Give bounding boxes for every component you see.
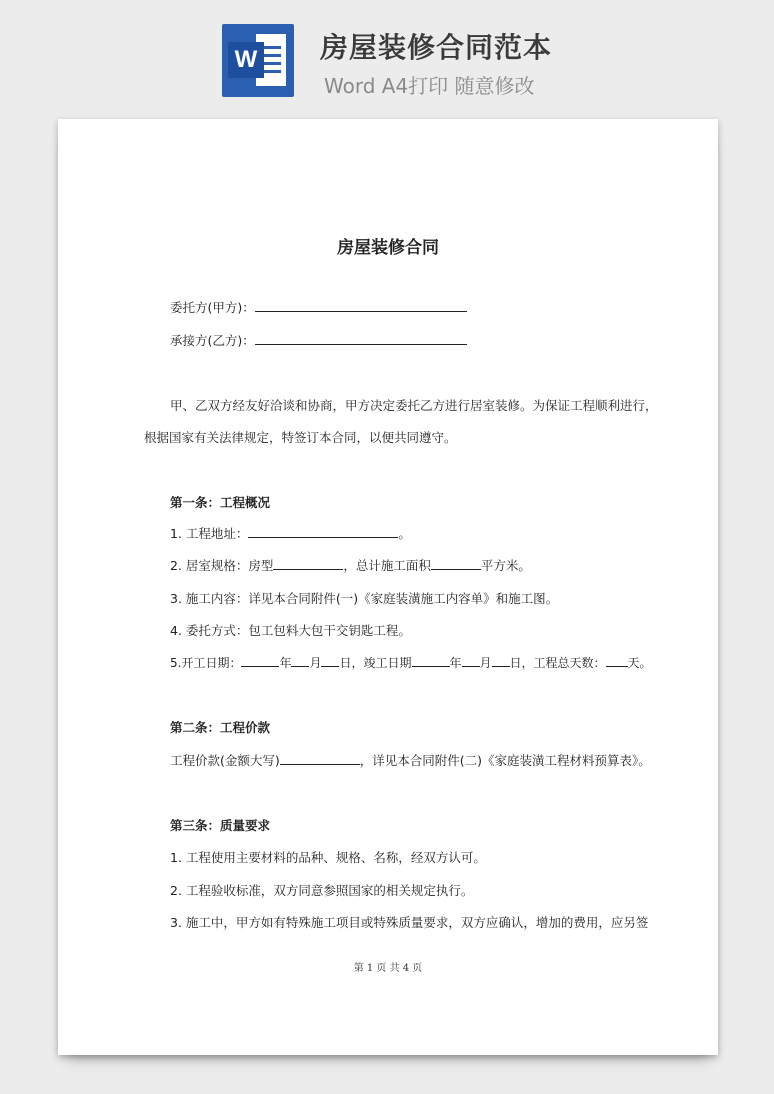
- page-number-footer: 第 1 页 共 4 页: [353, 963, 423, 974]
- article-3-item-1: 1. 工程使用主要材料的品种、规格、名称，经双方认可。: [170, 850, 486, 865]
- total-days-blank: [606, 654, 628, 667]
- article-1-item-2: [170, 556, 531, 574]
- article-2-line: [170, 751, 651, 769]
- month-text: 月: [479, 656, 492, 670]
- price-label: 工程价款(金额大写): [170, 753, 280, 768]
- article-3-item-2: 2. 工程验收标准，双方同意参照国家的相关规定执行。: [170, 883, 474, 898]
- article-1-heading: 第一条：工程概况: [170, 495, 271, 510]
- document-page: [58, 119, 718, 1055]
- banner-title: 房屋装修合同范本: [320, 31, 553, 64]
- end-month-blank: [462, 654, 480, 667]
- start-date-label: 5.开工日期：: [170, 656, 242, 670]
- article-3-item-3: 3. 施工中，甲方如有特殊施工项目或特殊质量要求，双方应确认，增加的费用，应另签: [170, 915, 649, 930]
- area-blank: [431, 557, 481, 570]
- start-month-blank: [291, 654, 309, 667]
- intro-line-2: 根据国家有关法律规定，特签订本合同，以便共同遵守。: [144, 430, 457, 445]
- month-text: 月: [309, 656, 322, 670]
- word-app-icon: [222, 24, 294, 97]
- party-a-label: 委托方(甲方)：: [170, 300, 255, 315]
- end-date-label: 日，竣工日期: [339, 656, 412, 670]
- intro-line-1: 甲、乙双方经友好洽谈和协商，甲方决定委托乙方进行居室装修。为保证工程顺利进行，: [170, 398, 658, 413]
- party-a-blank: [255, 299, 467, 312]
- watermark: [90, 449, 115, 482]
- end-day-blank: [492, 654, 510, 667]
- area-unit: 平方米。: [480, 558, 531, 573]
- article-1-item-5: [170, 654, 652, 671]
- party-b-line: [170, 331, 467, 349]
- address-end: 。: [398, 526, 411, 541]
- room-type-blank: [273, 557, 343, 570]
- party-a-line: [170, 298, 467, 316]
- total-days-label: 日，工程总天数：: [509, 656, 606, 670]
- address-blank: [248, 525, 398, 538]
- banner-header: [0, 0, 774, 110]
- area-label: ，总计施工面积: [343, 558, 431, 573]
- start-day-blank: [321, 654, 339, 667]
- room-type-label: 2. 居室规格：房型: [170, 558, 274, 573]
- word-letter-mark: W: [228, 42, 264, 78]
- banner-subtitle: Word A4打印 随意修改: [324, 74, 535, 98]
- start-year-blank: [241, 654, 279, 667]
- party-b-label: 承接方(乙方)：: [170, 333, 255, 348]
- document-title: 房屋装修合同: [337, 238, 439, 258]
- article-2-heading: 第二条：工程价款: [170, 720, 271, 735]
- address-label: 1. 工程地址：: [170, 526, 249, 541]
- end-year-blank: [412, 654, 450, 667]
- price-note: ，详见本合同附件(二)《家庭装潢工程材料预算表》。: [359, 753, 651, 768]
- article-1-item-3: 3. 施工内容：详见本合同附件(一)《家庭装潢施工内容单》和施工图。: [170, 591, 559, 606]
- year-text: 年: [449, 656, 462, 670]
- price-blank: [280, 752, 360, 765]
- party-b-blank: [255, 332, 467, 345]
- article-3-heading: 第三条：质量要求: [170, 818, 271, 833]
- article-1-item-4: 4. 委托方式：包工包料大包干交钥匙工程。: [170, 623, 411, 638]
- article-1-item-1: [170, 524, 411, 542]
- days-unit: 天。: [627, 656, 652, 670]
- year-text: 年: [279, 656, 292, 670]
